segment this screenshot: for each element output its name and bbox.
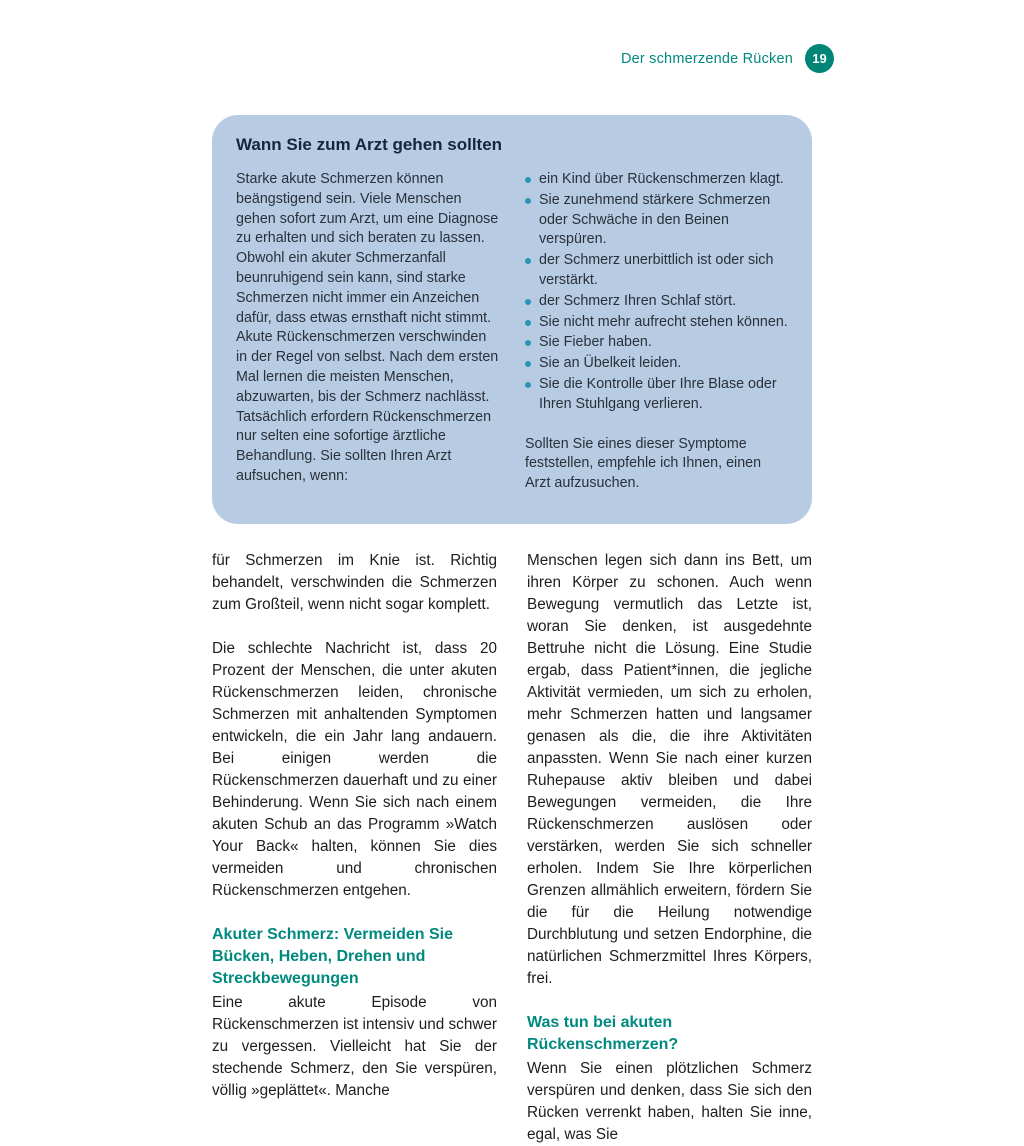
body-paragraph: Eine akute Episode von Rückenschmerzen ist intensiv und schwer zu vergessen. Vielleicht hat Sie der stechende Schmerz, den Sie verspüren, völlig »geplättet«. Manche xyxy=(212,993,497,1099)
bullet-item xyxy=(525,191,788,250)
bullet-item xyxy=(525,313,788,333)
bullet-icon xyxy=(525,382,531,388)
bullet-icon xyxy=(525,320,531,326)
bullet-icon xyxy=(525,258,531,264)
section-heading-acute-pain: Akuter Schmerz: Vermeiden Sie Bücken, Heben, Drehen und Streckbewegungen xyxy=(212,925,453,987)
bullet-icon xyxy=(525,198,531,204)
body-paragraph: Menschen legen sich dann ins Bett, um ihren Körper zu schonen. Auch wenn Bewegung vermutlich das Letzte ist, woran Sie denken, ist ausgedehnte Bettruhe nicht die Lösung. Eine Studie ergab, dass Patient*innen, die jegliche Aktivität vermieden, um sich zu erholen, mehr Schmerzen hatten und langsamer genasen als die, die ihre Aktivitäten anpassten. Wenn Sie nach einer kurzen Ruhepause aktiv bleiben und dabei Bewegungen vermeiden, die Ihre Rückenschmerzen auslösen oder verstärken, werden Sie sich schneller erholen. Indem Sie Ihre körperlichen Grenzen allmählich erweitern, fördern Sie die für die Heilung notwendige Durchblutung und setzen Endorphine, die natürlichen Schmerzmittel Ihres Körpers, frei. xyxy=(527,551,812,987)
bullet-item xyxy=(525,170,788,190)
bullet-icon xyxy=(525,299,531,305)
book-page xyxy=(212,0,827,1146)
infobox-closing-paragraph: Sollten Sie eines dieser Symptome feststellen, empfehle ich Ihnen, einen Arzt aufzusuchen. xyxy=(525,435,762,492)
running-head xyxy=(212,44,827,73)
bullet-text: Sie an Übelkeit leiden. xyxy=(539,355,682,372)
infobox-right-column xyxy=(525,170,788,494)
infobox-title: Wann Sie zum Arzt gehen sollten xyxy=(236,135,503,154)
section-heading-what-to-do: Was tun bei akuten Rückenschmerzen? xyxy=(527,1013,679,1053)
bullet-text: Sie Fieber haben. xyxy=(539,334,652,351)
page-number-badge: 19 xyxy=(805,44,834,73)
bullet-item xyxy=(525,375,788,415)
infobox-intro-paragraph: Starke akute Schmerzen können beängstigend sein. Viele Menschen gehen sofort zum Arzt, um eine Diagnose zu erhalten und sich beraten zu lassen. Obwohl ein akuter Schmerzanfall beunruhigend sein kann, sind starke Schmerzen nicht immer ein Anzeichen dafür, dass etwas ernsthaft nicht stimmt. Akute Rückenschmerzen verschwinden in der Regel von selbst. Nach dem ersten Mal lernen die meisten Menschen, abzuwarten, bis der Schmerz nachlässt. Tatsächlich erfordern Rückenschmerzen nur selten eine sofortige ärztliche Behandlung. Sie sollten Ihren Arzt aufsuchen, wenn: xyxy=(236,171,499,484)
bullet-text: ein Kind über Rückenschmerzen klagt. xyxy=(539,171,784,187)
infobox-when-to-see-doctor xyxy=(212,115,812,524)
bullet-item xyxy=(525,251,788,291)
bullet-icon xyxy=(525,177,531,183)
bullet-item xyxy=(525,354,788,374)
bullet-item xyxy=(525,333,788,353)
infobox-columns xyxy=(236,170,788,494)
bullet-text: Sie die Kontrolle über Ihre Blase oder Ihren Stuhlgang verlieren. xyxy=(539,375,777,412)
chapter-title: Der schmerzende Rücken xyxy=(620,50,793,67)
body-left-column xyxy=(212,550,497,1146)
symptom-bullet-list xyxy=(525,170,788,415)
infobox-left-column xyxy=(236,170,499,494)
body-paragraph: Die schlechte Nachricht ist, dass 20 Prozent der Menschen, die unter akuten Rückenschmerzen leiden, chronische Schmerzen mit anhaltenden Symptomen entwickeln, die ein Jahr lang andauern. Bei einigen werden die Rückenschmerzen dauerhaft und zu einer Behinderung. Wenn Sie sich nach einem akuten Schub an das Programm »Watch Your Back« halten, können Sie dies vermeiden und chronischen Rückenschmerzen entgehen. xyxy=(212,639,497,899)
bullet-icon xyxy=(525,340,531,346)
body-paragraph: für Schmerzen im Knie ist. Richtig behandelt, verschwinden die Schmerzen zum Großteil, wenn nicht sogar komplett. xyxy=(212,551,497,613)
bullet-item xyxy=(525,292,788,312)
bullet-text: der Schmerz unerbittlich ist oder sich verstärkt. xyxy=(539,252,774,288)
bullet-text: Sie nicht mehr aufrecht stehen können. xyxy=(539,313,788,330)
body-columns xyxy=(212,550,812,1146)
bullet-text: Sie zunehmend stärkere Schmerzen oder Schwäche in den Beinen verspüren. xyxy=(539,191,771,248)
bullet-text: der Schmerz Ihren Schlaf stört. xyxy=(539,292,737,309)
body-right-column xyxy=(527,550,812,1146)
body-paragraph: Wenn Sie einen plötzlichen Schmerz verspüren und denken, dass Sie sich den Rücken verrenkt haben, halten Sie inne, egal, was Sie xyxy=(527,1059,812,1143)
bullet-icon xyxy=(525,361,531,367)
